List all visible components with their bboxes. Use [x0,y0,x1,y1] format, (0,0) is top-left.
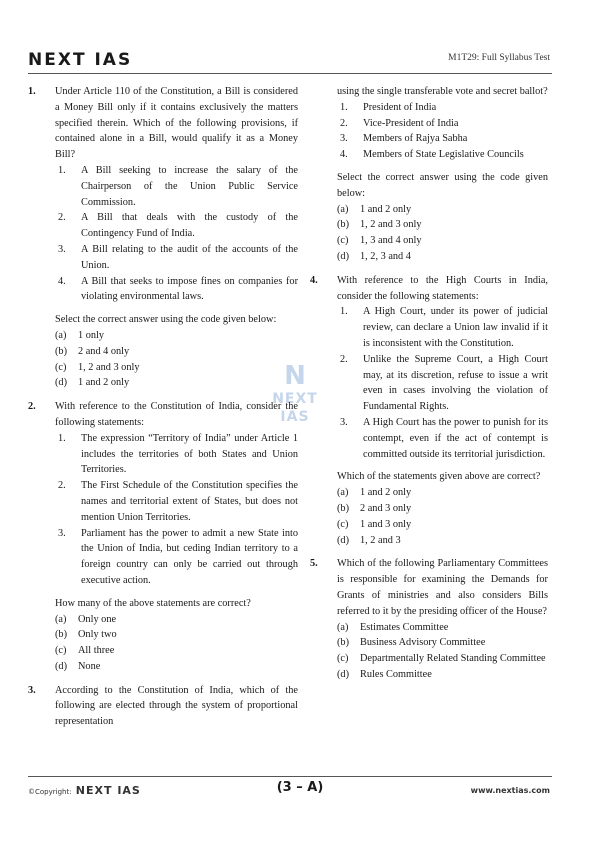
question-text: With reference to the High Courts in India, consider the following statements: [337,274,548,302]
option-item: (c) 1 and 3 only [337,518,412,530]
option-item: (d) None [55,660,101,672]
option-list [337,202,548,265]
question-text: Under Article 110 of the Constitution, a Bill is considered a Money Bill only if it contains exclusively the matters specified therein. Which of the following provisions, if contained alone in a Bill, would qualify it as a Money Bill? [55,86,298,161]
statement-item: 1. President of India [340,101,437,113]
question-number: 4. [310,274,318,286]
option-item: (a) 1 and 2 only [337,487,412,499]
option-item: (c) 1, 2 and 3 only [55,361,140,373]
statement-item: 1. A Bill seeking to increase the salary of the Chairperson of the Union Public Service Commission. [58,164,298,208]
question-number: 2. [28,401,36,413]
option-item: (b) 2 and 4 only [55,345,130,357]
option-item: (a) 1 and 2 only [337,203,412,215]
option-item: (a) Estimates Committee [337,621,449,633]
question-number: 3. [28,684,36,696]
statement-item: 2. Unlike the Supreme Court, a High Court may, at its discretion, refuse to issue a writ even in cases involving the violation of Fundamental Rights. [340,353,548,413]
footer-divider [28,776,552,777]
option-item: (b) Only two [55,629,117,641]
left-column [28,84,298,738]
question-number: 1. [28,86,36,97]
option-item: (d) 1 and 2 only [55,377,130,389]
test-name: M1T29: Full Syllabus Test [448,53,550,63]
statement-list [55,163,298,305]
answer-instruction: Which of the statements given above are correct? [337,471,541,483]
option-list [55,328,298,391]
question-2 [28,399,298,675]
page-number: (3 – A) [276,780,324,795]
option-list [337,485,548,548]
option-item: (a) Only one [55,613,117,625]
statement-item: 2. Vice-President of India [340,117,459,129]
question-5 [310,556,548,682]
statement-item: 2. A Bill that deals with the custody of the Contingency Fund of India. [58,212,298,240]
statement-item: 3. Parliament has the power to admit a new State into the Union of India, but ceding Indian territory to a foreign country can only be carried out through executive action. [58,527,298,586]
question-3-continued [310,84,548,265]
option-item: (c) All three [55,645,115,657]
option-list [55,612,298,675]
answer-instruction: Select the correct answer using the code given below: [55,314,277,326]
question-1 [28,84,298,391]
option-list [337,620,548,683]
statement-item: 1. The expression “Territory of India” under Article 1 includes the territories of both States and Union Territories. [58,432,298,476]
option-item: (b) 1, 2 and 3 only [337,219,422,231]
question-text: With reference to the Constitution of India, consider the following statements: [55,401,298,428]
statement-item: 2. The First Schedule of the Constitution specifies the names and territorial extent of States, but does not mention Union Territories. [58,480,298,523]
question-number: 5. [310,558,318,570]
statement-item: 4. Members of State Legislative Councils [340,149,524,161]
question-text: According to the Constitution of India, which of the following are elected through the system of proportional representation [55,684,298,728]
statement-list [337,100,548,163]
question-text: Which of the following Parliamentary Committees is responsible for examining the Demands for Grants of ministries and also considers Bills referred to it by the presiding officer of the House? [337,558,548,617]
answer-instruction: Select the correct answer using the code given below: [337,171,548,199]
question-4 [310,273,548,549]
statement-item: 4. A Bill that seeks to impose fines on companies for violating environmental laws. [58,275,298,303]
statement-list [55,431,298,589]
question-text-continued: using the single transferable vote and secret ballot? [337,86,548,97]
option-item: (c) 1, 3 and 4 only [337,235,422,247]
copyright-text: ©Copyright: [28,788,72,796]
statement-item: 3. Members of Rajya Sabha [340,133,468,145]
option-item: (c) Departmentally Related Standing Committee [337,653,546,665]
option-item: (d) Rules Committee [337,668,432,680]
answer-instruction: How many of the above statements are correct? [55,597,251,609]
statement-list [337,304,548,462]
statement-item: 3. A High Court has the power to punish for its contempt, even if the act of contempt is committed outside its territorial jurisdiction. [340,416,548,460]
next-ias-logo: NEXT IAS [28,50,133,70]
option-item: (b) Business Advisory Committee [337,637,486,649]
option-item: (d) 1, 2, 3 and 4 [337,250,411,262]
website-url: www.nextias.com [470,786,550,795]
option-item: (d) 1, 2 and 3 [337,534,401,546]
question-3 [28,683,298,730]
header-divider [28,73,552,74]
statement-item: 3. A Bill relating to the audit of the accounts of the Union. [58,243,298,271]
footer-logo: NEXT IAS [75,784,141,797]
watermark-text-next: NEXT [272,391,318,407]
option-item: (a) 1 only [55,329,105,341]
watermark-text-ias: IAS [280,409,310,425]
watermark-mark: N [284,361,306,391]
right-column [310,84,548,691]
statement-item: 1. A High Court, under its power of judicial review, can declare a Union law invalid if it is inconsistent with the Constitution. [340,306,548,349]
option-item: (b) 2 and 3 only [337,502,412,514]
